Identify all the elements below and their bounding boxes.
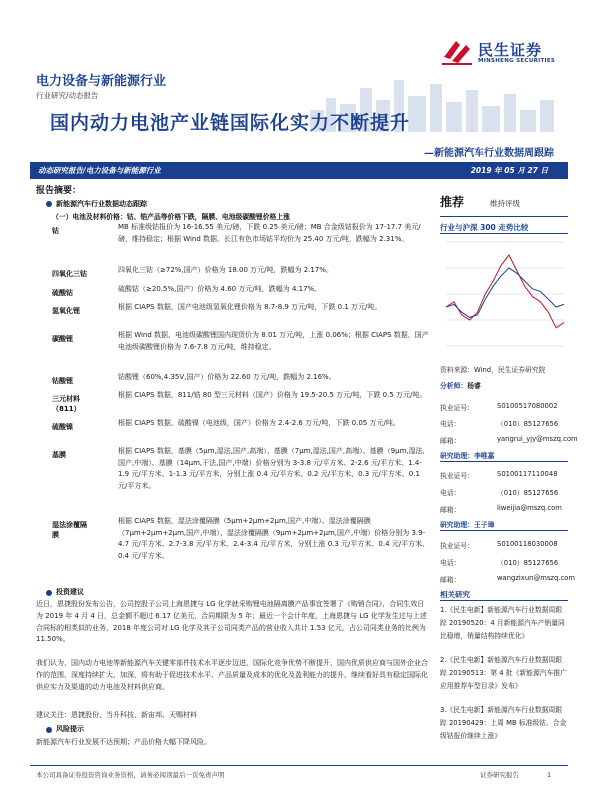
item-text: MB 标准级钴报价为 16-16.55 美元/磅，下跌 0.25 美元/磅；MB 合金级钴报价为 17-17.7 美元/磅，维持稳定；根据 Wind 数据，长江有色市场钴平均价为 25.40 万元/吨，跌幅为 2.31%。 — [118, 223, 421, 243]
item-label: 湿法涂覆隔膜 — [52, 521, 87, 539]
footer-line — [30, 765, 568, 766]
assistant1-email-value[interactable]: liweijia@mszq.com — [497, 504, 562, 512]
section-title-data: 新能源汽车行业数据动态跟踪 — [56, 200, 147, 208]
assistant2-phone-value: （010）85127656 — [497, 559, 559, 567]
item-text: 钴酸锂（60%,4.35V,国产）价格为 22.60 万元/吨，跌幅为 2.16%。 — [118, 373, 336, 381]
item-label: 三元材料（811） — [52, 395, 81, 413]
item-text: 根据 CIAPS 数据，811/锆 80 型三元材料（国产）价格为 19.5-20.5 万元/吨，下跌 0.5 万元/吨。 — [118, 391, 427, 399]
assistant1-row — [440, 450, 494, 460]
assistant2-email[interactable] — [440, 574, 575, 584]
assistant1-label: 研究助理： — [440, 452, 474, 460]
page-number: 1 — [547, 771, 552, 779]
analyst-cert — [440, 402, 558, 412]
report-type: 行业研究/动态报告 — [36, 91, 99, 100]
analyst-email-label: 邮箱： — [440, 437, 461, 445]
invest-paragraph-2: 我们认为，国内动力电池等新能源汽车关键零部件技术水平逐步迈进，国际化竞争优势不断提升，国内优质供应商与国外企业合作的范围、深度持续扩大、加深，将有助于促进技术水平、产品质量及成本的优化及盈利能力的提升，继续看好具有稳定国际化供应实力及渠道的动力电池及材料供应商。 — [36, 659, 428, 691]
analyst-cert-value: S0100517080002 — [497, 402, 558, 410]
report-subtitle: —新能源汽车行业数据周跟踪 — [424, 148, 554, 159]
assistant1-phone-value: （010）85127656 — [497, 489, 559, 497]
divider — [440, 600, 568, 601]
assistant1-email[interactable] — [440, 504, 562, 514]
item-text: 根据 CIAPS 数据，国产电池级氢氧化锂价格为 8.7-8.9 万元/吨，下跌 0.1 万元/吨。 — [118, 303, 382, 311]
assistant1-email-label: 邮箱： — [440, 506, 461, 514]
assistant1-phone-label: 电话： — [440, 489, 461, 497]
report-title: 国内动力电池产业链国际化实力不断提升 — [50, 112, 411, 134]
assistant2-name: 王子璋 — [473, 521, 495, 529]
analyst-phone-value: （010）85127656 — [497, 420, 559, 428]
logo-subtitle: MINSHENG SECURITIES — [478, 58, 556, 64]
assistant2-cert — [440, 540, 558, 550]
assistant2-cert-value: S0100118030008 — [497, 540, 558, 548]
band-category: 动态研究报告/电力设备与新能源行业 — [38, 166, 161, 175]
divider — [440, 461, 568, 462]
item-label: 氢氧化锂 — [52, 307, 80, 315]
assistant2-cert-label: 执业证号： — [440, 542, 474, 550]
analyst-phone-label: 电话： — [440, 420, 461, 428]
chart-source: 资料来源：Wind，民生证券研究院 — [440, 366, 546, 374]
section-bullet — [46, 590, 52, 596]
series-line-1 — [446, 255, 564, 328]
section-title-invest: 投资建议 — [56, 588, 84, 596]
invest-paragraph-3: 建议关注：恩捷股份、当升科技、新宙邦、天赐材料 — [36, 711, 197, 719]
chart-title: 行业与沪深 300 走势比较 — [440, 223, 529, 232]
invest-paragraph-1: 近日，恩捷股份发布公告，公司控股子公司上海恩捷与 LG 化学就采购锂电池隔离膜产品事宜签署了《购销合同》，合同生效日为 2019 年 4 月 4 日，总金额不超过 6.17 亿美元，合同期限为 5 年；最近一个会计年度，上海恩捷与 LG 化学发生过与上述合同标的相类似的业务，2018 年度公司对 LG 化学及其子公司同类产品的营业收入共计 1.53 亿元，占公司同类业务的比例为 11.50%。 — [36, 600, 427, 644]
item-text: 根据 CIAPS 数据，基膜（5μm,湿法,国产,高端）、基膜（7μm,湿法,国产,高端）、基膜（9μm,湿法,国产,中端）、基膜（14μm,干法,国产,中端）价格分别为 3-3.8 元/平方米、2-2.6 元/平方米、1.4-1.9 元/平方米、1-1.3 元/平方米，分别上涨 0.4 元/平方米、0.2 元/平方米、0.3 元/平方米、0.1 元/平方米。 — [118, 447, 425, 490]
analyst-email-value[interactable]: yangrui_yjy@mszq.com — [497, 435, 578, 443]
item-text: 根据 CIAPS 数据，硫酸镍（电池级，国产）价格为 2.4-2.6 万元/吨，下跌 0.05 万元/吨。 — [118, 419, 400, 427]
rating: 维持评级 — [490, 199, 520, 208]
logo-name: 民生证券 — [478, 41, 543, 59]
assistant1-name: 李唯嘉 — [473, 452, 495, 460]
item-text: 根据 Wind 数据，电池级碳酸锂国内现货价为 8.01 万元/吨，上涨 0.06%；根据 CIAPS 数据，国产电池级碳酸锂价格为 7.6-7.8 万元/吨，维持稳定。 — [118, 331, 429, 351]
assistant2-phone — [440, 557, 559, 567]
related-item-1[interactable]: 1.《民生电新】新能源汽车行业数据周跟踪 20190520：4 月新能源汽车产销量同比稳增，销量结构持续优化》 — [440, 606, 565, 640]
analyst-cert-label: 执业证号： — [440, 404, 474, 412]
assistant2-row — [440, 519, 494, 529]
item-text: 硫酸钴（≥20.5%,国产）价格为 4.60 万元/吨，跌幅为 4.17%。 — [118, 285, 322, 293]
item-label: 硫酸钴 — [52, 289, 73, 297]
category-band — [30, 162, 568, 179]
report-date: 2019 年 05 月 27 日 — [470, 166, 548, 175]
item-label: 钴酸锂 — [52, 377, 73, 385]
assistant2-email-label: 邮箱： — [440, 576, 461, 584]
section-subtitle-prices: （一）电池及材料价格：钴、锆产品等价格下跌，隔膜、电池级碳酸锂价格上涨 — [52, 213, 290, 221]
analyst-name: 杨睿 — [467, 382, 481, 390]
section-title-risk: 风险提示 — [56, 725, 84, 733]
assistant1-cert — [440, 470, 558, 480]
related-item-2[interactable]: 2.《民生电新】新能源汽车行业数据周跟踪 20190513：第 4 批《新能源汽车推广应用推荐车型目录》发布》 — [440, 656, 567, 690]
recommendation: 推荐 — [440, 195, 465, 209]
footer-label — [480, 770, 551, 779]
related-heading: 相关研究 — [440, 590, 470, 599]
risk-paragraph: 新能源汽车行业发展不达预期；产品价格大幅下降风险。 — [36, 738, 211, 746]
footer-label-text: 证券研究报告 — [480, 771, 519, 779]
related-item-3[interactable]: 3.《民生电新】新能源汽车行业数据周跟踪 20190429：上周 MB 标准级钴、合金级钴报价继续上涨》 — [440, 706, 567, 740]
divider — [440, 233, 568, 234]
logo-mark — [440, 37, 474, 67]
item-label: 钴 — [52, 227, 59, 235]
analyst-phone — [440, 418, 559, 428]
industry-name: 电力设备与新能源行业 — [36, 74, 167, 89]
assistant2-email-value[interactable]: wangzixun@mszq.com — [497, 574, 575, 582]
assistant1-cert-value: S0100117110048 — [497, 470, 558, 478]
footer-disclaimer: 本公司具备证券投资咨询业务资格，请务必阅读最后一页免责声明 — [36, 771, 225, 779]
assistant1-cert-label: 执业证号： — [440, 472, 474, 480]
section-bullet — [46, 201, 52, 207]
item-label: 碳酸锂 — [52, 335, 73, 343]
analyst-label: 分析师： — [440, 382, 468, 390]
item-text: 四氧化三钴（≥72%,国产）价格为 18.00 万元/吨，跌幅为 2.17%。 — [118, 266, 333, 274]
item-label: 硫酸镍 — [52, 423, 73, 431]
trend-chart — [442, 238, 568, 356]
item-label: 基膜 — [52, 451, 66, 459]
item-text: 根据 CIAPS 数据，湿法涂覆隔膜（5μm+2μm+2μm,国产,中端）、湿法涂覆隔膜（7μm+2μm+2μm,国产,中端）、湿法涂覆隔膜（9μm+2μm+2μm,国产,中端）价格分别为 3.9-4.7 元/平方米、2.7-3.8 元/平方米、2.4-3.4 元/平方米，分别上涨 0.3 元/平方米、0.4 元/平方米、0.4 元/平方米。 — [118, 517, 430, 560]
assistant2-label: 研究助理： — [440, 521, 474, 529]
divider — [440, 530, 568, 531]
assistant1-phone — [440, 487, 559, 497]
item-label: 四氧化三钴 — [52, 270, 87, 278]
section-bullet — [46, 727, 52, 733]
analyst-row — [440, 380, 481, 390]
divider — [440, 216, 568, 217]
assistant2-phone-label: 电话： — [440, 559, 461, 567]
analyst-email[interactable] — [440, 435, 578, 445]
summary-heading: 报告摘要： — [36, 186, 82, 196]
